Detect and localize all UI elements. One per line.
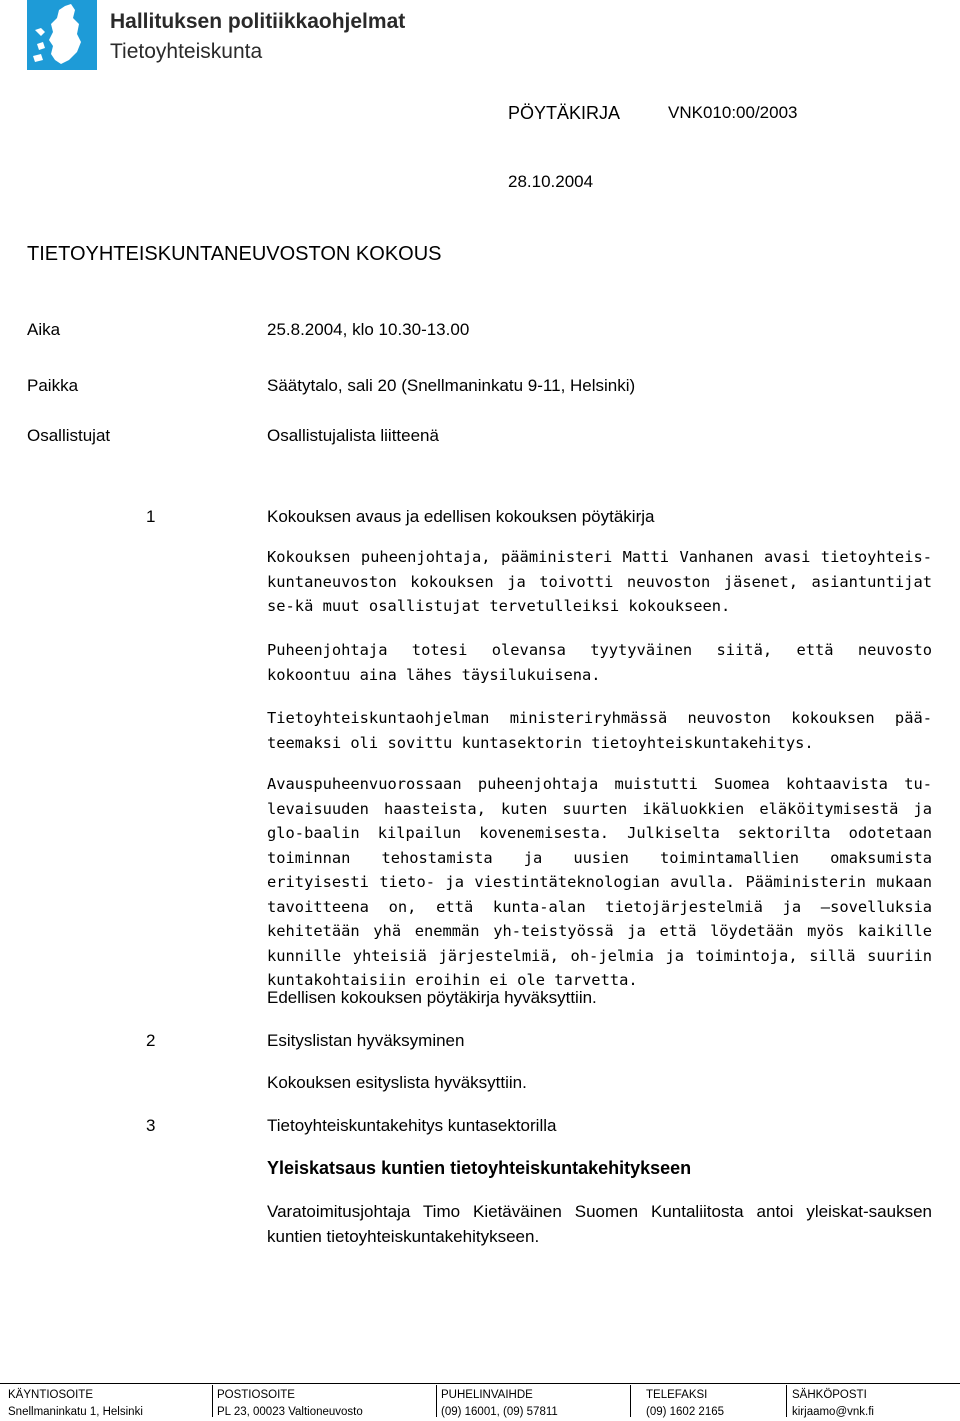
meta-value-place: Säätytalo, sali 20 (Snellmaninkatu 9-11, Helsinki) [267, 376, 636, 395]
meta-value-participants: Osallistujalista liitteenä [267, 426, 439, 445]
footer-value: (09) 1602 2165 [646, 1406, 725, 1418]
footer-label: KÄYNTIOSOITE [8, 1389, 93, 1401]
section-3-number: 3 [146, 1116, 156, 1135]
footer-label: SÄHKÖPOSTI [792, 1389, 867, 1401]
footer-col-visit-address [8, 1387, 143, 1421]
section-1-number: 1 [146, 507, 156, 526]
logo-subtitle: Tietoyhteiskunta [110, 40, 263, 63]
section-1-paragraph-2: Puheenjohtaja totesi olevansa tyytyväinen siitä, että neuvosto kokoontuu aina lähes täysilukuisena. [267, 641, 932, 684]
document-type: PÖYTÄKIRJA [508, 103, 621, 123]
section-3-paragraph-1: Varatoimitusjohtaja Timo Kietäväinen Suomen Kuntaliitosta antoi yleiskat-sauksen kuntien tietoyhteiskuntakehitykseen. [267, 1202, 932, 1246]
logo-title: Hallituksen politiikkaohjelmat [110, 10, 406, 33]
finland-map-logo-icon [27, 0, 97, 70]
section-1-heading: Kokouksen avaus ja edellisen kokouksen pöytäkirja [267, 507, 655, 526]
section-1-paragraph-4: Avauspuheenvuorossaan puheenjohtaja muistutti Suomea kohtaavista tu-levaisuuden haasteista, kuten suurten ikäluokkien eläköitymisestä ja glo-baalin kilpailun kovenemisesta. Julkiselta sektorilta odotetaan toiminnan tehostamista ja uusien toimintamallien omaksumista erityisesti tieto- ja viestintäteknologian avulla. Pääministerin mukaan tavoitteena on, että kunta-alan tietojärjestelmiä ja –sovelluksia kehitetään yhä enemmän yh-teistyössä ja että löydetään myös kaikille kunnille yhteisiä järjestelmiä, oh-jelmia ja toimintoja, sillä suuriin kuntakohtaisiin eroihin ei ole tarvetta. [267, 775, 932, 989]
footer-col-fax [646, 1387, 724, 1421]
meta-label-time: Aika [27, 320, 61, 339]
meta-label-place: Paikka [27, 376, 79, 395]
section-1-paragraph-1: Kokouksen puheenjohtaja, pääministeri Matti Vanhanen avasi tietoyhteis-kuntaneuvoston kokouksen ja toivotti neuvoston jäsenet, asiantuntijat se-kä muut osallistujat tervetulleiksi kokoukseen. [267, 548, 932, 615]
footer-divider [212, 1385, 213, 1417]
footer-value: kirjaamo@vnk.fi [792, 1406, 874, 1418]
footer-label: POSTIOSOITE [217, 1389, 295, 1401]
footer-col-phone [441, 1387, 558, 1421]
footer-col-postal-address [217, 1387, 363, 1421]
meta-label-participants: Osallistujat [27, 426, 111, 445]
section-1-paragraph-3: Tietoyhteiskuntaohjelman ministeriryhmässä neuvoston kokouksen pää-teemaksi oli sovittu kuntasektorin tietoyhteiskuntakehitys. [267, 709, 932, 752]
footer-divider [630, 1385, 631, 1417]
footer-divider [786, 1385, 787, 1417]
footer-value: PL 23, 00023 Valtioneuvosto [217, 1406, 363, 1418]
footer-label: PUHELINVAIHDE [441, 1389, 533, 1401]
page-title: TIETOYHTEISKUNTANEUVOSTON KOKOUS [27, 243, 442, 265]
section-3-subheading: Yleiskatsaus kuntien tietoyhteiskuntakehitykseen [267, 1158, 692, 1178]
footer-value: (09) 16001, (09) 57811 [441, 1406, 558, 1418]
footer-value: Snellmaninkatu 1, Helsinki [8, 1406, 143, 1418]
footer-col-email [792, 1387, 874, 1421]
section-2-heading: Esityslistan hyväksyminen [267, 1031, 465, 1050]
document-date: 28.10.2004 [508, 172, 594, 191]
section-3-heading: Tietoyhteiskuntakehitys kuntasektorilla [267, 1116, 557, 1135]
section-2-number: 2 [146, 1031, 156, 1050]
document-code: VNK010:00/2003 [668, 103, 798, 122]
section-1-paragraph-5: Edellisen kokouksen pöytäkirja hyväksyttiin. [267, 988, 597, 1007]
section-2-paragraph-1: Kokouksen esityslista hyväksyttiin. [267, 1073, 527, 1092]
footer-rule [0, 1383, 960, 1384]
meta-value-time: 25.8.2004, klo 10.30-13.00 [267, 320, 470, 339]
footer-label: TELEFAKSI [646, 1389, 708, 1401]
footer [0, 1383, 960, 1419]
footer-divider [436, 1385, 437, 1417]
